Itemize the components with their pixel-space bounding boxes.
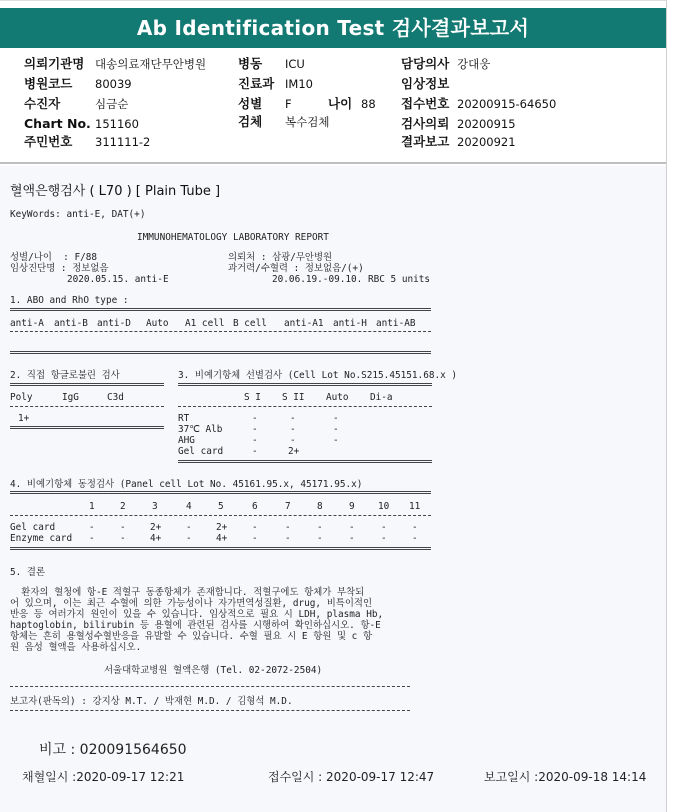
header-value-resident-no: 311111-2 [95,135,151,149]
s3-row-rt: RT [178,413,190,424]
s4-cell: - [381,533,387,544]
reporters: 보고자(판독의) : 강지상 M.T. / 박재현 M.D. / 김형석 M.D. [10,696,293,707]
reporter-bottom-rule [10,710,410,711]
s4-cell: 2+ [216,522,228,533]
s4-header-rule [10,515,431,516]
s3-cell: - [290,413,296,424]
s1-header-anti-d: anti-D [97,318,131,329]
report-title: IMMUNOHEMATOLOGY LABORATORY REPORT [137,232,329,243]
s2-header-igg: IgG [62,392,79,403]
header-label-ward: 병동 [238,56,263,71]
s4-cell: - [120,522,126,533]
s4-cell: - [317,533,323,544]
s4-cell: - [349,533,355,544]
s4-cell: - [412,522,418,533]
s5-line: 어 있으며, 이는 최근 수혈에 의한 가능성이나 자가면역성질환, drug, 비특이적인 [10,598,372,609]
s2-header-rule [10,406,164,407]
s1-header-anti-ab: anti-AB [376,318,416,329]
s1-header-rule [10,331,431,332]
s4-cell: - [252,533,258,544]
s4-row-gel-card: Gel card [10,522,56,533]
s4-cell: - [285,522,291,533]
footer-note: 비고 : 020091564650 [39,742,187,758]
s4-cell: - [285,533,291,544]
header-value-department: IM10 [285,77,313,91]
s4-bottom-rule [10,547,431,550]
s2-value-poly: 1+ [18,413,30,424]
s5-title: 5. 결론 [10,567,46,578]
s4-col: 7 [285,501,291,512]
footer-collected: 채혈일시 :2020-09-17 12:21 [22,770,185,784]
s4-cell: - [120,533,126,544]
header-label-hospital-code: 병원코드 [24,76,73,91]
header-value-specimen: 복수검체 [285,115,330,129]
info-history: 과거력/수혈력 : 정보없음/(+) [228,263,364,274]
s3-cell: - [290,435,296,446]
s3-cell: 2+ [288,446,300,457]
s3-header-si: S I [244,392,261,403]
right-border [666,0,667,812]
s4-col: 1 [89,501,95,512]
header-value-sex: F [285,97,292,111]
s3-header-auto: Auto [326,392,349,403]
s3-cell: - [333,424,339,435]
header-label-receipt-no: 접수번호 [401,96,450,111]
s4-cell: - [252,522,258,533]
s3-cell: - [290,424,296,435]
header-value-report-date: 20200921 [457,135,516,149]
section-title: 혈액은행검사 ( L70 ) [ Plain Tube ] [10,184,221,199]
info-sex-age: 성별/나이 : F/88 [10,252,98,263]
s4-col: 9 [349,501,355,512]
header-label-department: 진료과 [238,76,275,91]
page-title: Ab Identification Test 검사결과보고서 [0,8,666,48]
s1-header-b-cell: B cell [233,318,267,329]
s5-line: 원 음성 혈액을 사용하십시오. [10,642,142,653]
header-value-hospital-code: 80039 [95,77,132,91]
s2-bottom-rule [10,426,164,429]
s3-cell: - [252,446,258,457]
s5-line: 반응 등 여러가지 원인이 있을 수 있습니다. 임상적으로 필요 시 LDH, plasma Hb, [10,609,384,620]
s3-cell: - [252,424,258,435]
header-label-age: 나이 [328,96,353,111]
s4-col: 10 [378,501,390,512]
header-label-resident-no: 주민번호 [24,134,73,149]
info-anti-date: 2020.05.15. anti-E [67,274,169,285]
s1-top-rule [10,308,431,311]
s3-cell: - [252,413,258,424]
s4-col: 4 [186,501,192,512]
s3-bottom-rule [178,460,432,463]
info-diagnosis: 임상진단명 : 정보없음 [10,263,109,274]
header-value-chart-no: 151160 [95,117,139,131]
s3-row-ahg: AHG [178,435,195,446]
report-body [0,166,666,812]
s4-cell: - [89,522,95,533]
s4-cell: - [186,533,192,544]
header-value-patient: 심금순 [95,97,129,111]
header-value-institution: 대송의료재단무안병원 [95,57,207,71]
s1-header-a1-cell: A1 cell [185,318,225,329]
s1-bottom-rule [10,351,431,354]
s4-cell: - [89,533,95,544]
s3-cell: - [333,435,339,446]
s1-title: 1. ABO and RhO type : [10,295,129,306]
s3-cell: - [252,435,258,446]
s3-title: 3. 비예기항체 선별검사 (Cell Lot No.S215.45151.68.x ) [178,370,458,381]
s1-header-anti-a: anti-A [10,318,44,329]
s3-header-rule [178,406,432,407]
s4-cell: 4+ [150,533,162,544]
header-value-doctor: 강대웅 [457,57,491,71]
s4-col: 8 [317,501,323,512]
s5-line: 항체는 흔히 용혈성수혈반응을 유발할 수 있습니다. 수혈 필요 시 E 항원 및 c 항 [10,631,372,642]
s4-col: 3 [152,501,158,512]
header-label-clinical-info: 임상정보 [401,76,450,91]
s4-title: 4. 비예기항체 동정검사 (Panel cell Lot No. 45161.95.x, 45171.95.x) [10,479,363,490]
s5-line: haptoglobin, bilirubin 등 용혈에 관련된 검사를 시행하여 확인하십시오. 항-E [10,620,381,631]
s4-col: 11 [409,501,421,512]
header-label-request-date: 검사의뢰 [401,116,450,131]
s2-title: 2. 직접 항글로불린 검사 [10,370,120,381]
header-value-age: 88 [361,97,376,111]
s4-col: 5 [218,501,224,512]
header-label-chart-no: Chart No. [24,116,91,131]
header-label-patient: 수진자 [24,96,61,111]
s2-header-poly: Poly [10,392,33,403]
s1-header-auto: Auto [146,318,169,329]
top-border [0,0,666,1]
s3-header-dia: Di-a [370,392,393,403]
footer-reported: 보고일시 :2020-09-18 14:14 [484,770,647,784]
s3-cell: - [333,413,339,424]
s4-col: 2 [120,501,126,512]
footer-received: 접수일시 : 2020-09-17 12:47 [268,770,435,784]
s4-cell: - [317,522,323,533]
s2-header-c3d: C3d [107,392,124,403]
s1-header-anti-h: anti-H [333,318,367,329]
s3-top-rule [178,383,432,386]
institution: 서울대학교병원 혈액은행 (Tel. 02-2072-2504) [104,665,323,676]
s4-cell: - [381,522,387,533]
reporter-top-rule [10,686,410,687]
header-label-specimen: 검체 [238,114,263,129]
info-referral: 의뢰처 : 삼광/무안병원 [228,252,333,263]
s1-header-anti-a1: anti-A1 [284,318,324,329]
header-value-receipt-no: 20200915-64650 [457,97,557,111]
s4-col: 6 [252,501,258,512]
s4-cell: 4+ [216,533,228,544]
header-label-institution: 의뢰기관명 [24,56,85,71]
s3-row-37c-alb: 37℃ Alb [178,424,223,435]
s4-row-enzyme-card: Enzyme card [10,533,73,544]
s5-line: 환자의 혈청에 항-E 적혈구 동종항체가 존재합니다. 적혈구에도 항체가 부착되 [10,587,365,598]
s2-top-rule [10,383,164,386]
s3-row-gel-card: Gel card [178,446,224,457]
s4-cell: - [412,533,418,544]
header-label-report-date: 결과보고 [401,134,450,149]
s4-cell: - [186,522,192,533]
header-separator [0,162,666,164]
s1-header-anti-b: anti-B [54,318,88,329]
s4-cell: 2+ [150,522,162,533]
header-label-doctor: 담당의사 [401,56,450,71]
s4-top-rule [10,491,431,494]
header-label-sex: 성별 [238,96,263,111]
s3-header-sii: S II [282,392,305,403]
keywords: KeyWords: anti-E, DAT(+) [10,209,146,220]
info-transfusion: 20.06.19.-09.10. RBC 5 units [272,274,431,285]
s4-cell: - [349,522,355,533]
header-value-ward: ICU [285,57,305,71]
header-value-request-date: 20200915 [457,117,516,131]
